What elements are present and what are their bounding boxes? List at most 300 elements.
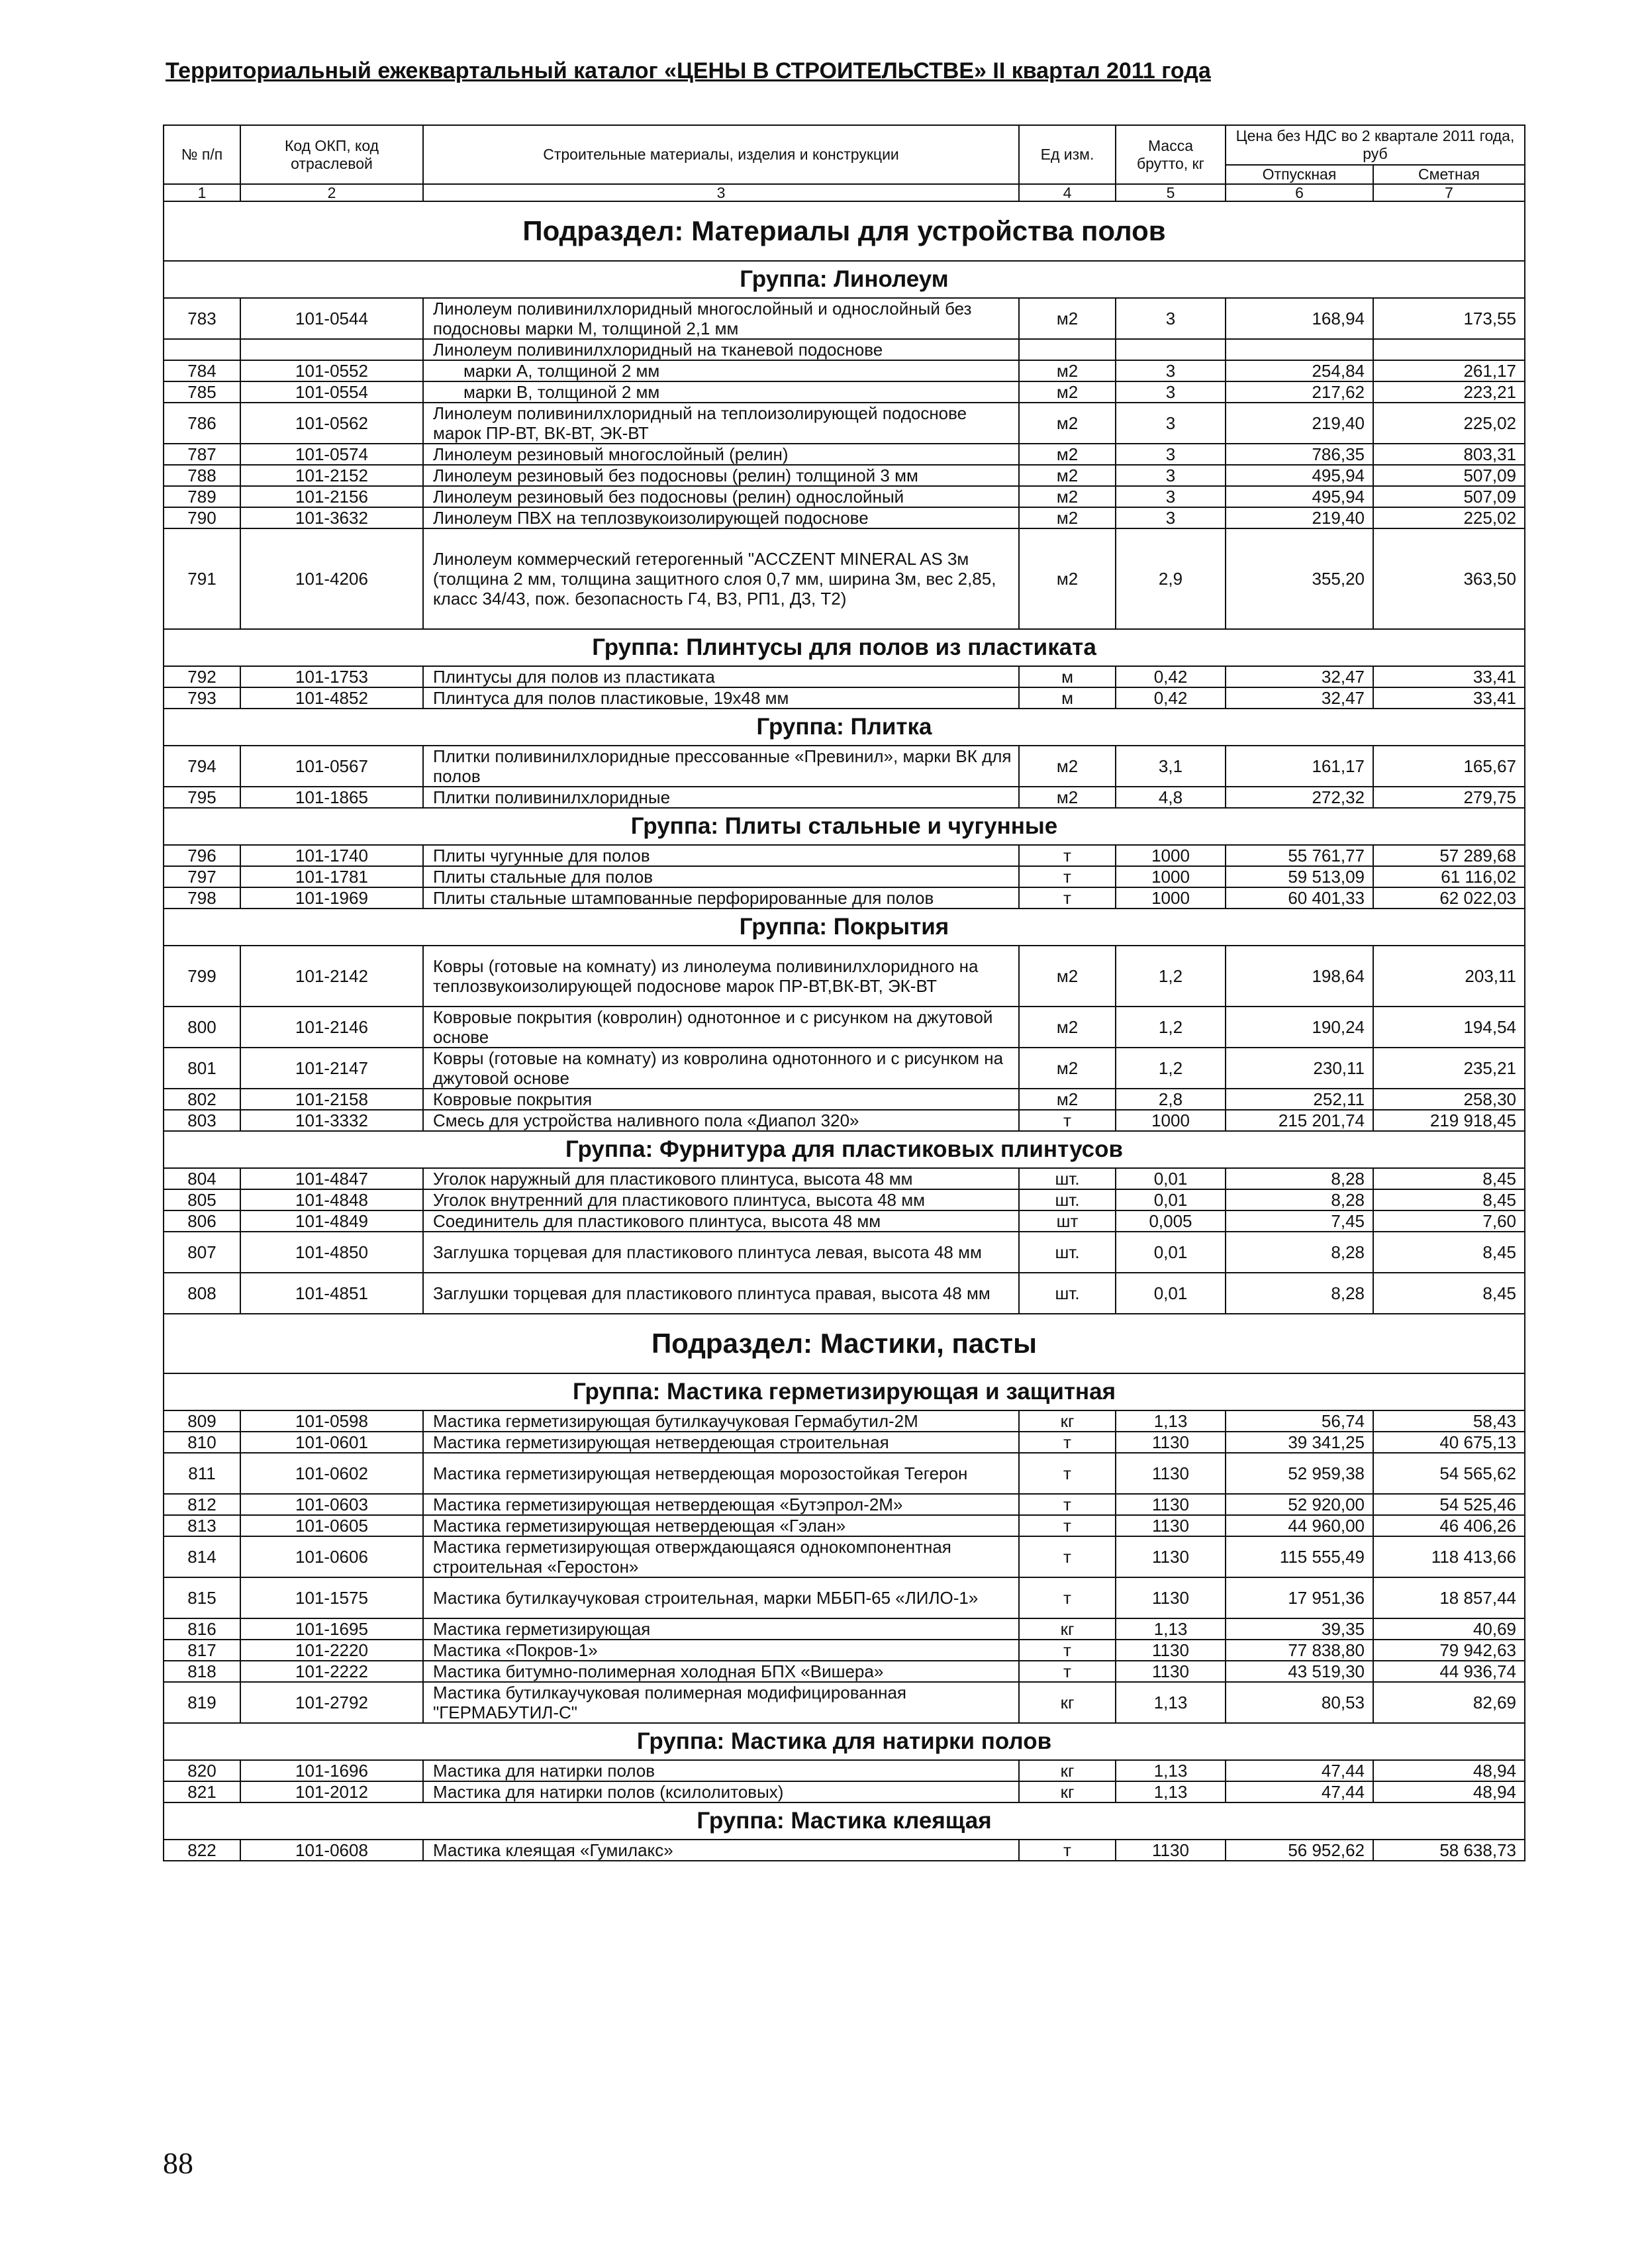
col-unit-header: Ед изм. — [1019, 125, 1116, 184]
row-name: Линолеум ПВХ на теплозвукоизолирующей подоснове — [423, 507, 1019, 528]
page-number: 88 — [163, 2146, 193, 2180]
row-estimate-price: 33,41 — [1373, 666, 1525, 687]
row-unit: м2 — [1019, 444, 1116, 465]
row-release-price: 80,53 — [1226, 1682, 1373, 1723]
row-estimate-price: 79 942,63 — [1373, 1640, 1525, 1661]
row-unit: м2 — [1019, 465, 1116, 486]
row-mass: 1130 — [1116, 1577, 1226, 1618]
row-code: 101-1740 — [240, 845, 423, 866]
table-row — [164, 528, 1525, 629]
row-mass: 1000 — [1116, 866, 1226, 887]
group-title: Группа: Плиты стальные и чугунные — [164, 808, 1525, 845]
row-unit: кг — [1019, 1682, 1116, 1723]
row-unit: м2 — [1019, 746, 1116, 787]
row-unit: шт. — [1019, 1189, 1116, 1210]
row-release-price: 115 555,49 — [1226, 1536, 1373, 1577]
row-release-price: 17 951,36 — [1226, 1577, 1373, 1618]
col-index: 3 — [423, 184, 1019, 201]
row-mass: 1,13 — [1116, 1760, 1226, 1781]
row-code: 101-2156 — [240, 486, 423, 507]
group-row — [164, 1723, 1525, 1760]
row-estimate-price: 48,94 — [1373, 1760, 1525, 1781]
row-name: Линолеум коммерческий гетерогенный "ACCZENT MINERAL AS 3м (толщина 2 мм, толщина защитного слоя 0,7 мм, ширина 3м, вес 2,85, класс 34/43, пож. безопасность Г4, В3, РП1, Д3, Т2) — [423, 528, 1019, 629]
row-estimate-price: 194,54 — [1373, 1007, 1525, 1048]
row-mass: 1,13 — [1116, 1618, 1226, 1640]
row-code: 101-0608 — [240, 1840, 423, 1861]
row-release-price: 161,17 — [1226, 746, 1373, 787]
row-mass: 2,8 — [1116, 1089, 1226, 1110]
row-code: 101-0552 — [240, 360, 423, 381]
row-unit: шт. — [1019, 1168, 1116, 1189]
row-estimate-price: 58,43 — [1373, 1410, 1525, 1432]
col-index: 2 — [240, 184, 423, 201]
row-code: 101-4206 — [240, 528, 423, 629]
col-index: 6 — [1226, 184, 1373, 201]
row-number: 822 — [164, 1840, 240, 1861]
row-unit: т — [1019, 1536, 1116, 1577]
row-name: марки В, толщиной 2 мм — [423, 381, 1019, 403]
group-row — [164, 909, 1525, 946]
row-mass: 0,01 — [1116, 1189, 1226, 1210]
row-unit: м2 — [1019, 946, 1116, 1007]
row-release-price: 55 761,77 — [1226, 845, 1373, 866]
row-number: 813 — [164, 1515, 240, 1536]
row-name: Линолеум поливинилхлоридный многослойный и однослойный без подосновы марки М, толщиной 2,1 мм — [423, 298, 1019, 339]
row-code: 101-0598 — [240, 1410, 423, 1432]
row-estimate-price: 258,30 — [1373, 1089, 1525, 1110]
row-mass: 1,2 — [1116, 1048, 1226, 1089]
row-name: Линолеум поливинилхлоридный на тканевой подоснове — [423, 339, 1019, 360]
table-row — [164, 360, 1525, 381]
table-row — [164, 486, 1525, 507]
row-code: 101-0605 — [240, 1515, 423, 1536]
row-estimate-price: 61 116,02 — [1373, 866, 1525, 887]
row-number: 820 — [164, 1760, 240, 1781]
row-mass: 3 — [1116, 381, 1226, 403]
row-name: марки А, толщиной 2 мм — [423, 360, 1019, 381]
row-code: 101-4848 — [240, 1189, 423, 1210]
row-name: Плиты стальные для полов — [423, 866, 1019, 887]
row-unit: т — [1019, 1515, 1116, 1536]
row-code: 101-3332 — [240, 1110, 423, 1131]
row-number: 785 — [164, 381, 240, 403]
row-number: 800 — [164, 1007, 240, 1048]
row-code: 101-3632 — [240, 507, 423, 528]
row-mass: 4,8 — [1116, 787, 1226, 808]
table-row — [164, 381, 1525, 403]
row-estimate-price: 44 936,74 — [1373, 1661, 1525, 1682]
row-mass: 1130 — [1116, 1453, 1226, 1494]
row-number: 791 — [164, 528, 240, 629]
row-unit: шт. — [1019, 1273, 1116, 1314]
row-mass: 3 — [1116, 507, 1226, 528]
row-unit: шт — [1019, 1210, 1116, 1232]
row-release-price: 495,94 — [1226, 465, 1373, 486]
row-estimate-price: 8,45 — [1373, 1189, 1525, 1210]
row-mass: 3 — [1116, 403, 1226, 444]
row-number: 784 — [164, 360, 240, 381]
row-release-price: 254,84 — [1226, 360, 1373, 381]
row-code: 101-0603 — [240, 1494, 423, 1515]
table-row — [164, 507, 1525, 528]
row-code: 101-1865 — [240, 787, 423, 808]
row-unit: т — [1019, 1577, 1116, 1618]
row-mass: 0,01 — [1116, 1168, 1226, 1189]
group-title: Группа: Мастика герметизирующая и защитная — [164, 1373, 1525, 1410]
col-index: 4 — [1019, 184, 1116, 201]
row-number: 817 — [164, 1640, 240, 1661]
row-release-price: 217,62 — [1226, 381, 1373, 403]
table-row — [164, 1007, 1525, 1048]
row-name: Мастика герметизирующая нетвердеющая морозостойкая Тегерон — [423, 1453, 1019, 1494]
row-mass: 1,13 — [1116, 1682, 1226, 1723]
row-name: Плиты стальные штампованные перфорированные для полов — [423, 887, 1019, 909]
row-mass: 1,2 — [1116, 1007, 1226, 1048]
row-number: 802 — [164, 1089, 240, 1110]
table-row — [164, 1168, 1525, 1189]
row-number: 810 — [164, 1432, 240, 1453]
group-row — [164, 1373, 1525, 1410]
row-mass: 1130 — [1116, 1536, 1226, 1577]
row-mass: 1130 — [1116, 1661, 1226, 1682]
row-release-price: 32,47 — [1226, 687, 1373, 709]
row-name: Соединитель для пластикового плинтуса, высота 48 мм — [423, 1210, 1019, 1232]
row-unit — [1019, 339, 1116, 360]
row-release-price: 47,44 — [1226, 1781, 1373, 1802]
row-code: 101-2792 — [240, 1682, 423, 1723]
row-mass: 1130 — [1116, 1432, 1226, 1453]
row-mass: 0,01 — [1116, 1273, 1226, 1314]
row-code: 101-4851 — [240, 1273, 423, 1314]
row-number: 798 — [164, 887, 240, 909]
row-estimate-price: 363,50 — [1373, 528, 1525, 629]
row-code: 101-1969 — [240, 887, 423, 909]
row-unit: м2 — [1019, 1048, 1116, 1089]
row-code: 101-2220 — [240, 1640, 423, 1661]
row-release-price: 495,94 — [1226, 486, 1373, 507]
row-unit: м2 — [1019, 528, 1116, 629]
row-name: Мастика для натирки полов (ксилолитовых) — [423, 1781, 1019, 1802]
row-estimate-price: 8,45 — [1373, 1232, 1525, 1273]
row-code — [240, 339, 423, 360]
row-name: Мастика бутилкаучуковая полимерная модифицированная "ГЕРМАБУТИЛ-С" — [423, 1682, 1019, 1723]
row-code: 101-0567 — [240, 746, 423, 787]
row-name: Мастика герметизирующая — [423, 1618, 1019, 1640]
row-name: Плинтусы для полов из пластиката — [423, 666, 1019, 687]
subsection-row — [164, 1314, 1525, 1373]
group-title: Группа: Линолеум — [164, 261, 1525, 298]
row-code: 101-0544 — [240, 298, 423, 339]
row-name: Заглушка торцевая для пластикового плинтуса левая, высота 48 мм — [423, 1232, 1019, 1273]
row-number: 814 — [164, 1536, 240, 1577]
row-code: 101-4852 — [240, 687, 423, 709]
group-title: Группа: Плитка — [164, 709, 1525, 746]
row-release-price: 52 959,38 — [1226, 1453, 1373, 1494]
row-mass: 3 — [1116, 444, 1226, 465]
table-row — [164, 1640, 1525, 1661]
row-name: Плиты чугунные для полов — [423, 845, 1019, 866]
row-number: 811 — [164, 1453, 240, 1494]
row-mass: 0,005 — [1116, 1210, 1226, 1232]
row-estimate-price: 803,31 — [1373, 444, 1525, 465]
row-release-price: 60 401,33 — [1226, 887, 1373, 909]
row-mass: 3 — [1116, 360, 1226, 381]
row-release-price: 8,28 — [1226, 1273, 1373, 1314]
group-row — [164, 709, 1525, 746]
table-row — [164, 787, 1525, 808]
row-release-price: 43 519,30 — [1226, 1661, 1373, 1682]
row-estimate-price: 235,21 — [1373, 1048, 1525, 1089]
table-row — [164, 1618, 1525, 1640]
row-release-price: 47,44 — [1226, 1760, 1373, 1781]
row-name: Уголок наружный для пластикового плинтуса, высота 48 мм — [423, 1168, 1019, 1189]
row-number: 788 — [164, 465, 240, 486]
row-unit: м2 — [1019, 1089, 1116, 1110]
row-estimate-price: 165,67 — [1373, 746, 1525, 787]
subsection-title: Подраздел: Материалы для устройства полов — [164, 201, 1525, 261]
row-name: Линолеум резиновый без подосновы (релин) однослойный — [423, 486, 1019, 507]
row-mass: 1130 — [1116, 1640, 1226, 1661]
row-estimate-price: 223,21 — [1373, 381, 1525, 403]
table-row — [164, 298, 1525, 339]
row-code: 101-1695 — [240, 1618, 423, 1640]
row-name: Линолеум поливинилхлоридный на теплоизолирующей подоснове марок ПР-ВТ, ВК-ВТ, ЭК-ВТ — [423, 403, 1019, 444]
table-row — [164, 339, 1525, 360]
group-title: Группа: Покрытия — [164, 909, 1525, 946]
row-release-price: 272,32 — [1226, 787, 1373, 808]
row-number: 812 — [164, 1494, 240, 1515]
row-estimate-price: 261,17 — [1373, 360, 1525, 381]
row-mass: 1000 — [1116, 1110, 1226, 1131]
row-estimate-price: 8,45 — [1373, 1273, 1525, 1314]
row-name: Мастика битумно-полимерная холодная БПХ «Вишера» — [423, 1661, 1019, 1682]
row-code: 101-2158 — [240, 1089, 423, 1110]
row-release-price: 219,40 — [1226, 403, 1373, 444]
row-mass: 3 — [1116, 486, 1226, 507]
row-estimate-price: 46 406,26 — [1373, 1515, 1525, 1536]
row-name: Ковровые покрытия — [423, 1089, 1019, 1110]
row-estimate-price: 62 022,03 — [1373, 887, 1525, 909]
row-number: 795 — [164, 787, 240, 808]
row-release-price: 786,35 — [1226, 444, 1373, 465]
row-release-price — [1226, 339, 1373, 360]
row-name: Мастика герметизирующая бутилкаучуковая Гермабутил-2М — [423, 1410, 1019, 1432]
row-mass: 1000 — [1116, 845, 1226, 866]
row-number: 790 — [164, 507, 240, 528]
row-estimate-price: 33,41 — [1373, 687, 1525, 709]
table-row — [164, 866, 1525, 887]
row-estimate-price: 279,75 — [1373, 787, 1525, 808]
row-estimate-price: 507,09 — [1373, 465, 1525, 486]
row-code: 101-1575 — [240, 1577, 423, 1618]
row-code: 101-2152 — [240, 465, 423, 486]
row-name: Плитки поливинилхлоридные прессованные «Превинил», марки ВК для полов — [423, 746, 1019, 787]
row-mass: 1130 — [1116, 1494, 1226, 1515]
table-row — [164, 1760, 1525, 1781]
row-estimate-price: 225,02 — [1373, 403, 1525, 444]
row-release-price: 8,28 — [1226, 1168, 1373, 1189]
table-row — [164, 687, 1525, 709]
row-mass: 3 — [1116, 465, 1226, 486]
row-name: Ковры (готовые на комнату) из ковролина однотонного и с рисунком на джутовой основе — [423, 1048, 1019, 1089]
row-release-price: 56,74 — [1226, 1410, 1373, 1432]
row-mass: 1,13 — [1116, 1410, 1226, 1432]
table-row — [164, 666, 1525, 687]
row-number: 808 — [164, 1273, 240, 1314]
row-number: 783 — [164, 298, 240, 339]
table-row — [164, 1840, 1525, 1861]
row-unit: м2 — [1019, 298, 1116, 339]
table-row — [164, 1189, 1525, 1210]
row-name: Линолеум резиновый без подосновы (релин) толщиной 3 мм — [423, 465, 1019, 486]
row-estimate-price: 82,69 — [1373, 1682, 1525, 1723]
row-number: 821 — [164, 1781, 240, 1802]
group-row — [164, 1131, 1525, 1168]
row-unit: шт. — [1019, 1232, 1116, 1273]
row-name: Ковровые покрытия (ковролин) однотонное и с рисунком на джутовой основе — [423, 1007, 1019, 1048]
group-row — [164, 261, 1525, 298]
row-mass: 0,42 — [1116, 666, 1226, 687]
row-unit: м2 — [1019, 787, 1116, 808]
row-number: 806 — [164, 1210, 240, 1232]
table-row — [164, 1682, 1525, 1723]
row-number — [164, 339, 240, 360]
row-name: Заглушки торцевая для пластикового плинтуса правая, высота 48 мм — [423, 1273, 1019, 1314]
row-number: 786 — [164, 403, 240, 444]
table-row — [164, 746, 1525, 787]
group-row — [164, 1802, 1525, 1840]
row-mass: 1,2 — [1116, 946, 1226, 1007]
row-number: 801 — [164, 1048, 240, 1089]
row-code: 101-2222 — [240, 1661, 423, 1682]
row-release-price: 168,94 — [1226, 298, 1373, 339]
row-unit: кг — [1019, 1618, 1116, 1640]
row-unit: м2 — [1019, 360, 1116, 381]
row-estimate-price: 7,60 — [1373, 1210, 1525, 1232]
row-number: 789 — [164, 486, 240, 507]
row-unit: м2 — [1019, 1007, 1116, 1048]
col-price-header: Цена без НДС во 2 квартале 2011 года, руб — [1226, 125, 1525, 165]
row-estimate-price: 8,45 — [1373, 1168, 1525, 1189]
row-estimate-price: 40,69 — [1373, 1618, 1525, 1640]
row-estimate-price: 58 638,73 — [1373, 1840, 1525, 1861]
row-estimate-price: 203,11 — [1373, 946, 1525, 1007]
row-number: 796 — [164, 845, 240, 866]
table-row — [164, 1515, 1525, 1536]
row-release-price: 252,11 — [1226, 1089, 1373, 1110]
row-estimate-price: 173,55 — [1373, 298, 1525, 339]
row-release-price: 52 920,00 — [1226, 1494, 1373, 1515]
row-release-price: 59 513,09 — [1226, 866, 1373, 887]
row-estimate-price: 507,09 — [1373, 486, 1525, 507]
row-estimate-price: 225,02 — [1373, 507, 1525, 528]
row-mass: 3 — [1116, 298, 1226, 339]
group-title: Группа: Плинтусы для полов из пластиката — [164, 629, 1525, 666]
row-code: 101-4849 — [240, 1210, 423, 1232]
row-mass: 3,1 — [1116, 746, 1226, 787]
table-row — [164, 1273, 1525, 1314]
table-row — [164, 1410, 1525, 1432]
row-estimate-price: 18 857,44 — [1373, 1577, 1525, 1618]
group-row — [164, 629, 1525, 666]
table-body — [164, 201, 1525, 1861]
row-release-price: 355,20 — [1226, 528, 1373, 629]
row-release-price: 230,11 — [1226, 1048, 1373, 1089]
table-row — [164, 403, 1525, 444]
row-mass — [1116, 339, 1226, 360]
row-number: 809 — [164, 1410, 240, 1432]
row-unit: т — [1019, 866, 1116, 887]
row-estimate-price: 54 565,62 — [1373, 1453, 1525, 1494]
row-number: 816 — [164, 1618, 240, 1640]
row-number: 818 — [164, 1661, 240, 1682]
row-code: 101-2146 — [240, 1007, 423, 1048]
row-unit: кг — [1019, 1781, 1116, 1802]
row-code: 101-0602 — [240, 1453, 423, 1494]
table-row — [164, 1089, 1525, 1110]
row-number: 799 — [164, 946, 240, 1007]
row-number: 794 — [164, 746, 240, 787]
row-release-price: 39 341,25 — [1226, 1432, 1373, 1453]
row-release-price: 32,47 — [1226, 666, 1373, 687]
table-row — [164, 887, 1525, 909]
row-release-price: 7,45 — [1226, 1210, 1373, 1232]
row-unit: м2 — [1019, 507, 1116, 528]
table-row — [164, 1494, 1525, 1515]
group-title: Группа: Мастика для натирки полов — [164, 1723, 1525, 1760]
row-name: Плинтуса для полов пластиковые, 19х48 мм — [423, 687, 1019, 709]
row-name: Мастика герметизирующая нетвердеющая строительная — [423, 1432, 1019, 1453]
row-code: 101-0554 — [240, 381, 423, 403]
row-name: Мастика герметизирующая нетвердеющая «Бутэпрол-2М» — [423, 1494, 1019, 1515]
row-name: Мастика бутилкаучуковая строительная, марки МББП-65 «ЛИЛО-1» — [423, 1577, 1019, 1618]
table-row — [164, 465, 1525, 486]
row-release-price: 77 838,80 — [1226, 1640, 1373, 1661]
row-mass: 1130 — [1116, 1515, 1226, 1536]
col-mass-header: Масса брутто, кг — [1116, 125, 1226, 184]
row-code: 101-2012 — [240, 1781, 423, 1802]
row-mass: 0,01 — [1116, 1232, 1226, 1273]
col-num-header: № п/п — [164, 125, 240, 184]
row-name: Ковры (готовые на комнату) из линолеума поливинилхлоридного на теплозвукоизолирующей подоснове марок ПР-ВТ,ВК-ВТ, ЭК-ВТ — [423, 946, 1019, 1007]
row-code: 101-0562 — [240, 403, 423, 444]
row-code: 101-4850 — [240, 1232, 423, 1273]
row-name: Мастика клеящая «Гумилакс» — [423, 1840, 1019, 1861]
row-mass: 1130 — [1116, 1840, 1226, 1861]
row-name: Смесь для устройства наливного пола «Диапол 320» — [423, 1110, 1019, 1131]
row-number: 793 — [164, 687, 240, 709]
row-unit: м2 — [1019, 486, 1116, 507]
table-row — [164, 1048, 1525, 1089]
row-release-price: 190,24 — [1226, 1007, 1373, 1048]
row-estimate-price — [1373, 339, 1525, 360]
price-table — [163, 124, 1525, 1861]
row-mass: 0,42 — [1116, 687, 1226, 709]
row-estimate-price: 118 413,66 — [1373, 1536, 1525, 1577]
row-unit: т — [1019, 1110, 1116, 1131]
row-mass: 1000 — [1116, 887, 1226, 909]
row-unit: т — [1019, 1661, 1116, 1682]
subsection-title: Подраздел: Мастики, пасты — [164, 1314, 1525, 1373]
table-row — [164, 946, 1525, 1007]
row-code: 101-2147 — [240, 1048, 423, 1089]
col-release-header: Отпускная — [1226, 165, 1373, 184]
row-code: 101-0606 — [240, 1536, 423, 1577]
row-name: Мастика герметизирующая отверждающаяся однокомпонентная строительная «Геростон» — [423, 1536, 1019, 1577]
row-unit: кг — [1019, 1760, 1116, 1781]
row-number: 803 — [164, 1110, 240, 1131]
row-release-price: 44 960,00 — [1226, 1515, 1373, 1536]
